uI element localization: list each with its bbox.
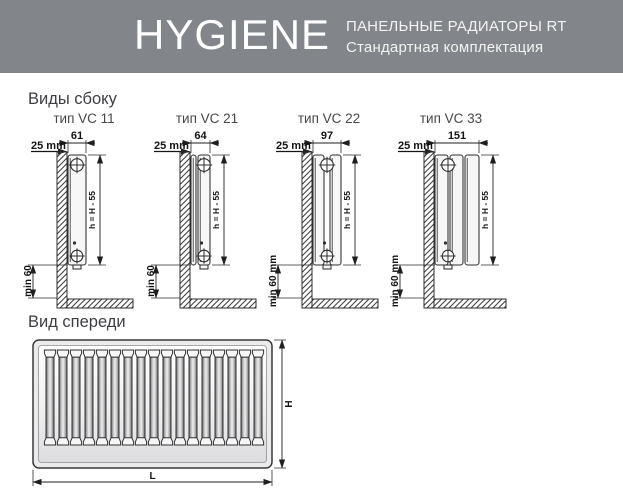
side-view-drawing-vc33 — [387, 128, 535, 312]
front-channel — [174, 350, 185, 445]
floor — [190, 299, 256, 308]
wall-offset-label: 25 mm — [31, 140, 66, 152]
front-channel — [96, 350, 107, 445]
front-channel — [83, 350, 94, 445]
front-channel — [44, 350, 55, 445]
length-dimension-label: L — [149, 471, 156, 482]
min-clearance-label: min 60 — [146, 265, 157, 297]
bottom-connection — [200, 265, 208, 269]
front-view — [28, 334, 320, 500]
front-channels — [44, 350, 263, 445]
brand-logo: HYGIENE — [134, 11, 331, 58]
wall — [302, 152, 312, 308]
front-channel — [109, 350, 120, 445]
type-label-vc22: тип VC 22 — [297, 111, 361, 126]
plug-dot — [323, 241, 326, 244]
min-clearance-label: min 60 mm — [268, 254, 279, 308]
front-view-title: Вид спереди — [28, 313, 126, 331]
height-dimension-label: H — [284, 400, 295, 408]
type-label-vc11: тип VC 11 — [53, 111, 115, 126]
height-formula: h = H - 55 — [342, 190, 352, 230]
type-label-vc21: тип VC 21 — [175, 111, 239, 126]
front-channel — [239, 350, 250, 445]
floor — [312, 299, 378, 308]
front-channel — [252, 350, 263, 445]
wall-offset-label: 25 mm — [398, 140, 433, 152]
front-channel — [135, 350, 146, 445]
depth-dimension: 64 — [194, 130, 207, 142]
side-view-vc33 — [387, 111, 537, 312]
depth-dimension: 61 — [70, 130, 84, 142]
floor — [434, 299, 506, 308]
wall — [424, 152, 434, 308]
radiator-panel — [330, 155, 341, 265]
side-views-title: Виды сбоку — [28, 90, 117, 108]
height-formula: h = H - 55 — [480, 190, 490, 230]
front-channel — [200, 350, 211, 445]
bottom-connection — [73, 265, 81, 269]
min-clearance-label: min 60 — [23, 265, 34, 297]
header-bar — [0, 0, 623, 73]
wall — [57, 152, 67, 308]
depth-dimension: 151 — [447, 130, 467, 142]
wall-offset-label: 25 mm — [276, 140, 311, 152]
type-label-vc33: тип VC 33 — [419, 111, 483, 126]
front-channel — [70, 350, 81, 445]
plug-dot — [73, 241, 76, 244]
front-channel — [213, 350, 224, 445]
header-subtitle — [346, 16, 567, 58]
front-view-drawing — [28, 334, 320, 496]
bottom-connection — [323, 265, 331, 269]
floor — [67, 299, 133, 308]
front-channel — [161, 350, 172, 445]
configuration-title: Стандартная комплектация — [346, 39, 544, 56]
depth-dimension: 97 — [320, 130, 334, 142]
height-formula: h = H - 55 — [211, 190, 221, 230]
bottom-connection — [444, 265, 452, 269]
front-channel — [57, 350, 68, 445]
plug-dot — [444, 241, 447, 244]
front-channel — [122, 350, 133, 445]
front-channel — [226, 350, 237, 445]
height-formula: h = H - 55 — [87, 190, 97, 230]
wall — [180, 152, 190, 308]
wall-offset-label: 25 mm — [154, 140, 189, 152]
min-clearance-label: min 60 mm — [390, 254, 401, 308]
product-line-title: ПАНЕЛЬНЫЕ РАДИАТОРЫ RT — [346, 18, 567, 35]
plug-dot — [200, 241, 203, 244]
radiator-panel — [313, 155, 324, 265]
front-channel — [187, 350, 198, 445]
front-channel — [148, 350, 159, 445]
